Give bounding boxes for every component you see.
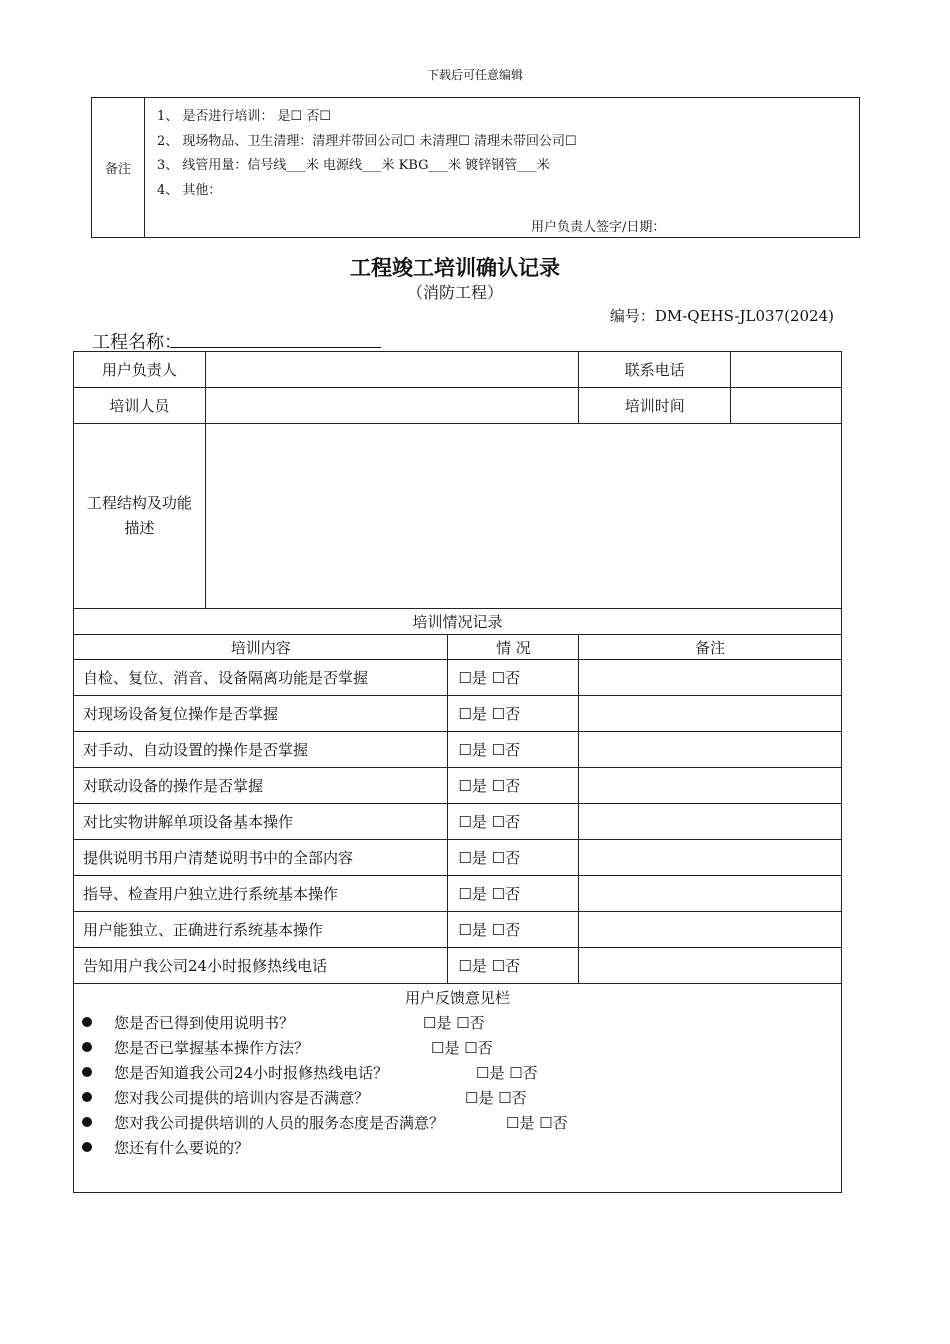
training-item: 告知用户我公司24小时报修热线电话 — [74, 948, 448, 984]
bullet-icon — [82, 1042, 92, 1052]
status-checkboxes[interactable]: ☐是 ☐否 — [448, 912, 579, 948]
remark-field[interactable] — [579, 732, 842, 768]
page-title: 工程竣工培训确认记录 — [350, 256, 560, 280]
feedback-question: 您对我公司提供培训的人员的服务态度是否满意？ — [82, 1112, 444, 1133]
remark-field[interactable] — [579, 660, 842, 696]
user-lead-label: 用户负责人 — [74, 352, 206, 388]
phone-field[interactable] — [731, 352, 842, 388]
phone-label: 联系电话 — [579, 352, 731, 388]
feedback-checkboxes[interactable]: ☐是 ☐否 — [423, 1014, 485, 1032]
trainer-field[interactable] — [205, 388, 579, 424]
project-name-label: 工程名称： — [92, 332, 182, 353]
bullet-icon — [82, 1092, 92, 1102]
notes-label: 备注 — [92, 98, 145, 238]
feedback-checkboxes[interactable]: ☐是 ☐否 — [431, 1039, 493, 1057]
project-name-line — [170, 347, 381, 348]
feedback-question: 您还有什么要说的？ — [82, 1137, 249, 1158]
training-item: 用户能独立、正确进行系统基本操作 — [74, 912, 448, 948]
feedback-question: 您是否知道我公司24小时报修热线电话？ — [82, 1062, 388, 1083]
train-time-label: 培训时间 — [579, 388, 731, 424]
training-item: 对现场设备复位操作是否掌握 — [74, 696, 448, 732]
notes-body — [145, 98, 860, 238]
notes-line: 4、 其他： — [157, 183, 222, 198]
bullet-icon — [82, 1017, 92, 1027]
feedback-section — [74, 984, 842, 1193]
feedback-checkboxes[interactable]: ☐是 ☐否 — [476, 1064, 538, 1082]
trainer-label: 培训人员 — [74, 388, 206, 424]
notes-line: 1、 是否进行培训： 是☐ 否☐ — [157, 109, 331, 124]
training-item: 对手动、自动设置的操作是否掌握 — [74, 732, 448, 768]
feedback-question: 您是否已得到使用说明书？ — [82, 1012, 294, 1033]
feedback-checkboxes[interactable]: ☐是 ☐否 — [465, 1089, 527, 1107]
remark-field[interactable] — [579, 840, 842, 876]
page-subtitle: （消防工程） — [406, 283, 503, 302]
bullet-icon — [82, 1117, 92, 1127]
feedback-question: 您对我公司提供的培训内容是否满意？ — [82, 1087, 369, 1108]
structure-label: 工程结构及功能描述 — [74, 424, 206, 609]
status-checkboxes[interactable]: ☐是 ☐否 — [448, 948, 579, 984]
training-item: 对联动设备的操作是否掌握 — [74, 768, 448, 804]
remark-field[interactable] — [579, 804, 842, 840]
bullet-icon — [82, 1067, 92, 1077]
training-item: 提供说明书用户清楚说明书中的全部内容 — [74, 840, 448, 876]
notes-table — [91, 97, 860, 238]
training-section-title: 培训情况记录 — [74, 609, 842, 635]
training-item: 自检、复位、消音、设备隔离功能是否掌握 — [74, 660, 448, 696]
status-checkboxes[interactable]: ☐是 ☐否 — [448, 660, 579, 696]
notes-line: 2、 现场物品、卫生清理：清理并带回公司☐ 未清理☐ 清理未带回公司☐ — [157, 134, 577, 149]
signature-label: 用户负责人签字/日期： — [531, 220, 666, 235]
remark-field[interactable] — [579, 948, 842, 984]
feedback-checkboxes[interactable]: ☐是 ☐否 — [506, 1114, 568, 1132]
remark-field[interactable] — [579, 696, 842, 732]
notes-line: 3、 线管用量：信号线___米 电源线___米 KBG___米 镀锌钢管___米 — [157, 158, 550, 173]
training-item: 对比实物讲解单项设备基本操作 — [74, 804, 448, 840]
status-checkboxes[interactable]: ☐是 ☐否 — [448, 804, 579, 840]
training-form-table — [73, 351, 842, 1193]
document-code: 编号：DM-QEHS-JL037(2024) — [609, 307, 834, 325]
train-time-field[interactable] — [731, 388, 842, 424]
header-note: 下载后可任意编辑 — [426, 68, 523, 82]
remark-field[interactable] — [579, 912, 842, 948]
status-checkboxes[interactable]: ☐是 ☐否 — [448, 732, 579, 768]
feedback-title: 用户反馈意见栏 — [404, 989, 510, 1007]
feedback-question: 您是否已掌握基本操作方法？ — [82, 1037, 309, 1058]
status-checkboxes[interactable]: ☐是 ☐否 — [448, 876, 579, 912]
training-item: 指导、检查用户独立进行系统基本操作 — [74, 876, 448, 912]
user-lead-field[interactable] — [205, 352, 579, 388]
remark-field[interactable] — [579, 876, 842, 912]
col-status: 情 况 — [448, 635, 579, 660]
structure-field[interactable] — [205, 424, 841, 609]
status-checkboxes[interactable]: ☐是 ☐否 — [448, 696, 579, 732]
col-content: 培训内容 — [74, 635, 448, 660]
status-checkboxes[interactable]: ☐是 ☐否 — [448, 840, 579, 876]
status-checkboxes[interactable]: ☐是 ☐否 — [448, 768, 579, 804]
remark-field[interactable] — [579, 768, 842, 804]
bullet-icon — [82, 1142, 92, 1152]
col-remark: 备注 — [579, 635, 842, 660]
